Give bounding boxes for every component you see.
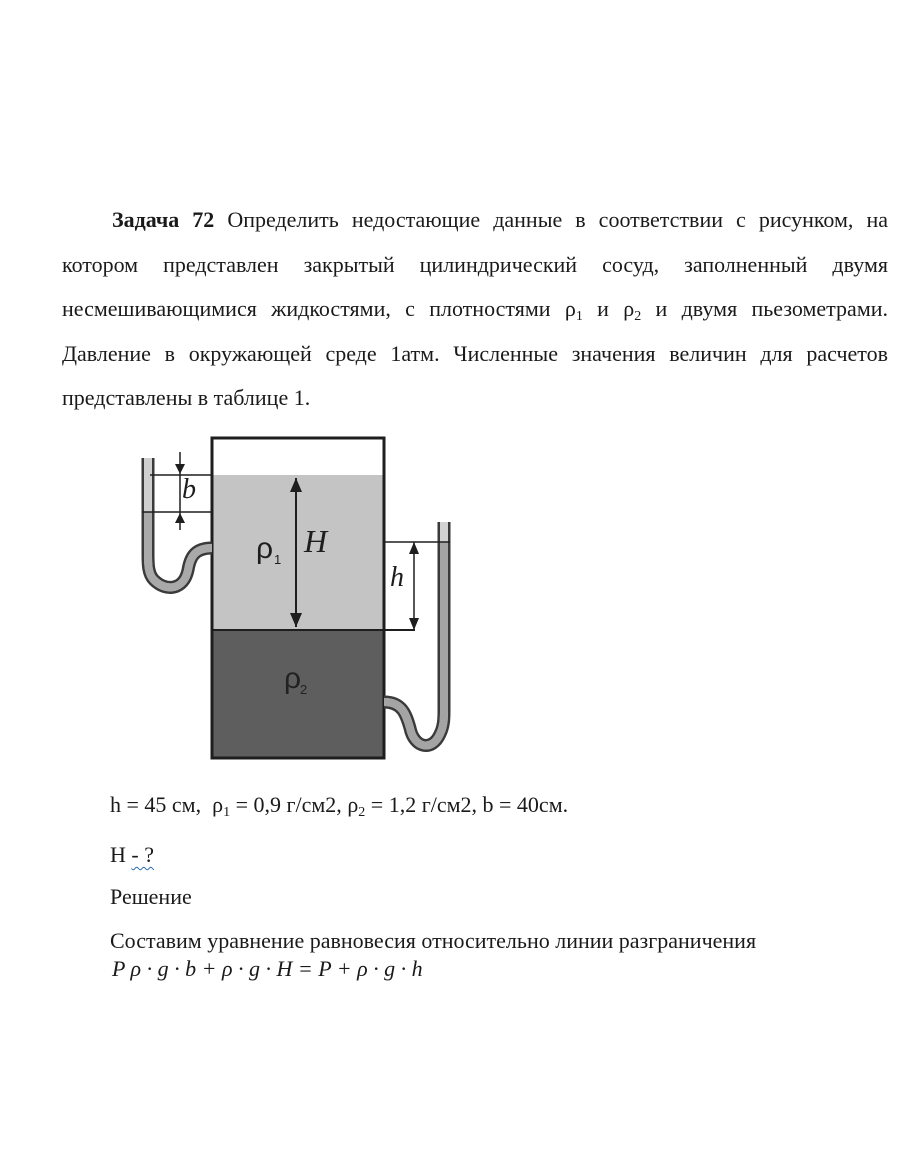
given-rho1-sub: 1 — [223, 805, 231, 820]
label-rho2-sub: 2 — [300, 682, 308, 697]
problem-statement — [62, 198, 888, 421]
label-rho1: ρ — [256, 532, 274, 565]
label-rho2: ρ — [284, 662, 302, 695]
label-b: b — [182, 474, 196, 505]
rho1-symbol: ρ — [564, 296, 576, 321]
cut-equation-text: P ρ · g · b + ρ · g · H = P + ρ · g · h — [112, 956, 423, 981]
problem-label: Задача 72 — [112, 207, 215, 232]
unknown-line — [110, 842, 154, 868]
given-rho2-value: = 1,2 г/см2, b = 40см. — [370, 792, 569, 817]
given-rho1-value: = 0,9 г/см2, — [235, 792, 342, 817]
unknown-symbol: H — [110, 842, 126, 867]
given-rho1-symbol: ρ — [212, 792, 224, 817]
liquid-rho1 — [212, 475, 384, 630]
given-h: h = 45 см, — [110, 792, 202, 817]
vessel-air-gap — [212, 438, 384, 475]
and-word: и — [597, 296, 609, 321]
given-rho2-symbol: ρ — [347, 792, 359, 817]
rho1-subscript: 1 — [575, 309, 583, 324]
problem-text-2: и двумя пьезометрами. Давление в окружающей среде 1атм. Численные значения величин для расчетов представлены в таблице 1. — [62, 296, 889, 410]
solution-text: Составим уравнение равновесия относительно линии разграничения — [110, 928, 757, 953]
vessel-diagram — [120, 430, 480, 770]
solution-heading: Решение — [110, 884, 192, 909]
problem-text: Определить недостающие данные в соответствии с рисунком, на котором представлен закрытый цилиндрический сосуд, заполненный двумя несмешивающимися жидкостями, с плотностями — [62, 207, 888, 321]
label-h: h — [390, 562, 404, 593]
label-rho1-sub: 1 — [274, 552, 282, 567]
unknown-question: - ? — [131, 842, 154, 867]
given-values — [110, 792, 568, 818]
rho2-subscript: 2 — [634, 309, 642, 324]
rho2-symbol: ρ — [623, 296, 635, 321]
given-rho2-sub: 2 — [358, 805, 366, 820]
label-H: H — [304, 523, 328, 559]
cut-equation — [100, 956, 560, 986]
